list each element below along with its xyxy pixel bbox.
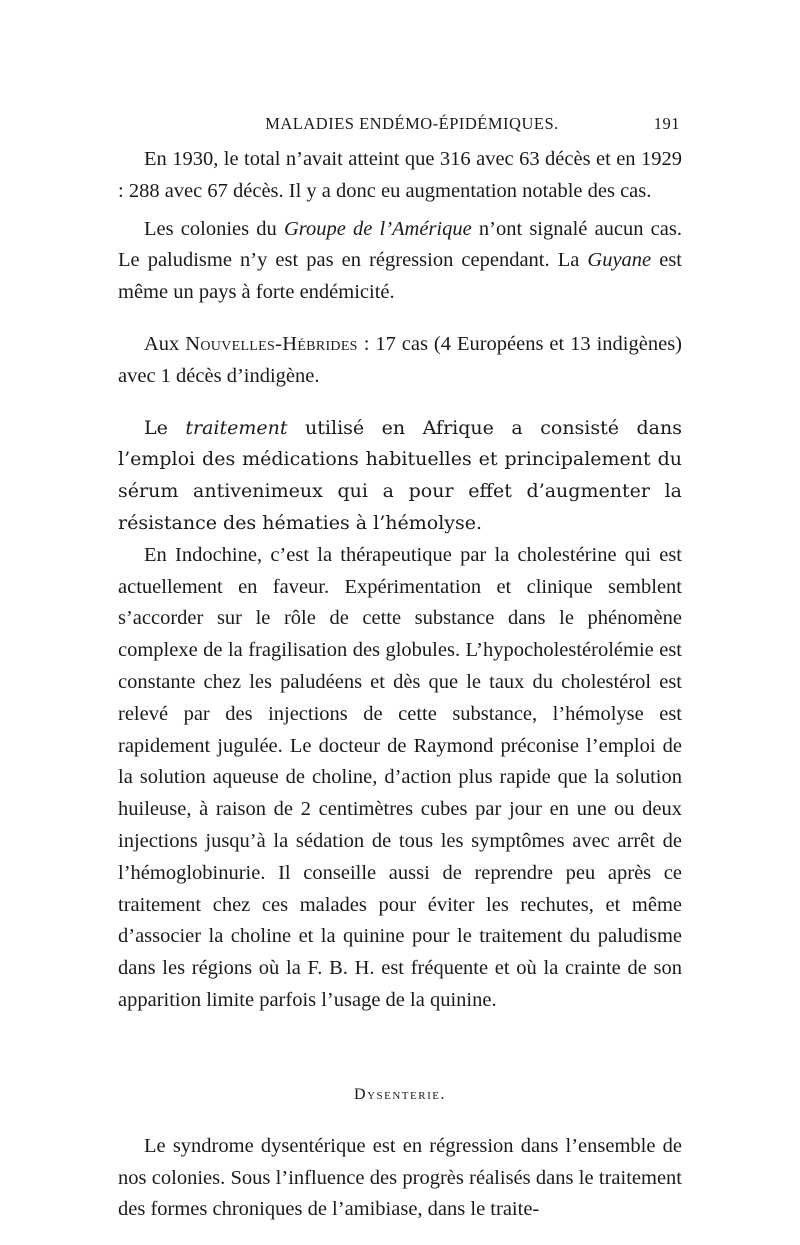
paragraph-2-italic-groupe: Groupe de l’Amérique xyxy=(283,217,472,240)
paragraph-3-text-a: Aux xyxy=(144,332,186,355)
paragraph-3-text-b: : 17 cas (4 Européens et 13 indigènes) avec 1 décès d’indigène. xyxy=(118,332,682,387)
paragraph-1: En 1930, le total n’avait atteint que 316 avec 63 décès et en 1929 : 288 avec 67 décès. Il y a donc eu augmentation notable des cas. xyxy=(118,148,682,202)
paragraph-4-text-b: utilisé en Afrique a consisté dans l’emploi des médications habituelles et principalement du sérum antivenimeux qui a pour effet d’augmenter la résistance des hématies à l’hémolyse. xyxy=(118,416,683,534)
page-number: 191 xyxy=(653,114,680,133)
paragraph-2-text-a: Les colonies du xyxy=(144,217,284,240)
paragraph-4-text-a: Le xyxy=(144,416,186,439)
paragraph-4-italic: traitement xyxy=(185,416,288,439)
section-heading: Dysenterie. xyxy=(354,1085,446,1103)
paragraph-3-smallcaps: Nouvelles-Hébrides xyxy=(185,332,358,355)
running-title: MALADIES ENDÉMO-ÉPIDÉMIQUES. xyxy=(265,114,559,133)
paragraph-6: Le syndrome dysentérique est en régression dans l’ensemble de nos colonies. Sous l’influence des progrès réalisés dans le traitement des formes chroniques de l’amibiase, dans le traite- xyxy=(118,1134,682,1221)
paragraph-3 xyxy=(118,329,682,393)
paragraph-2-text-c: est même un pays à forte endémicité. xyxy=(118,249,682,304)
paragraph-2 xyxy=(118,214,682,309)
paragraph-2-text-b: n’ont signalé aucun cas. Le paludisme n’y est pas en régression cependant. La xyxy=(118,217,682,272)
running-head xyxy=(118,114,682,144)
paragraph-2-italic-guyane: Guyane xyxy=(587,249,652,272)
paragraph-5: En Indochine, c’est la thérapeutique par la cholestérine qui est actuellement en faveur. Expérimentation et clinique semblent s’accorder sur le rôle de cette substance dans le phénomène complexe de la fragilisation des globules. L’hypocholestérolémie est constante chez les paludéens et dès que le taux du cholestérol est relevé par des injections de cette substance, l’hémolyse est rapidement jugulée. Le docteur de Raymond préconise l’emploi de la solution aqueuse de choline, d’action plus rapide que la solution huileuse, à raison de 2 centimètres cubes par jour en une ou deux injections jusqu’à la sédation de tous les symptômes avec arrêt de l’hémoglobinurie. Il conseille aussi de reprendre peu après ce traitement chez ces malades pour éviter les rechutes, et même d’associer la choline et la quinine pour le traitement du paludisme dans les régions où la F. B. H. est fréquente et où la crainte de son apparition limite parfois l’usage de la quinine. xyxy=(118,543,682,1011)
page xyxy=(118,114,682,1226)
paragraph-4 xyxy=(118,413,682,540)
